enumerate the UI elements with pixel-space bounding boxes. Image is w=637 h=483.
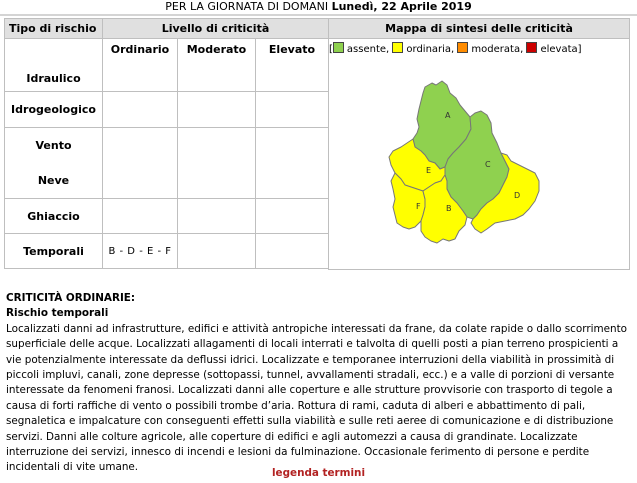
header-prefix: PER LA GIORNATA DI DOMANI bbox=[165, 0, 329, 13]
legend-swatch-elevata bbox=[526, 42, 537, 53]
page-header bbox=[0, 0, 637, 14]
row-label-idraulico-text: Idraulico bbox=[26, 72, 81, 85]
col-header-livello-label: Livello di criticità bbox=[161, 22, 270, 35]
level-ordinario-header bbox=[103, 39, 178, 92]
legend-label-ordinaria: ordinaria, bbox=[406, 44, 455, 55]
section-title: CRITICITÀ ORDINARIE: bbox=[6, 292, 136, 304]
row-label-neve bbox=[5, 163, 103, 199]
umbria-map bbox=[329, 57, 629, 260]
row-label-ghiaccio-text: Ghiaccio bbox=[27, 209, 80, 223]
criticality-table bbox=[4, 18, 630, 270]
vento-neve-ordinario bbox=[103, 128, 178, 199]
row-label-ghiaccio bbox=[5, 199, 103, 234]
map-legend: [ assente, ordinaria, moderata, elevata] bbox=[329, 44, 582, 55]
legend-swatch-assente bbox=[333, 42, 344, 53]
header-date: Lunedì, 22 Aprile 2019 bbox=[331, 0, 472, 13]
row-label-idrogeologico-text: Idrogeologico bbox=[11, 103, 96, 116]
vento-neve-elevato bbox=[256, 128, 329, 199]
zone-e-label: E bbox=[426, 166, 432, 175]
idrogeologico-ordinario bbox=[103, 92, 178, 128]
legend-swatch-moderata bbox=[457, 42, 468, 53]
zone-f-label: F bbox=[416, 202, 421, 211]
legend-label-elevata: elevata bbox=[540, 44, 578, 55]
col-header-tipo-label: Tipo di rischio bbox=[9, 22, 97, 35]
level-ordinario-label: Ordinario bbox=[110, 43, 170, 56]
col-header-mappa-label: Mappa di sintesi delle criticità bbox=[385, 22, 573, 35]
row-label-vento-text: Vento bbox=[35, 138, 72, 152]
ghiaccio-elevato bbox=[256, 199, 329, 234]
row-label-idraulico bbox=[5, 39, 103, 92]
idrogeologico-moderato bbox=[178, 92, 256, 128]
row-label-idrogeologico bbox=[5, 92, 103, 128]
map-cell bbox=[329, 39, 630, 270]
zone-d-label: D bbox=[514, 191, 521, 200]
legend-swatch-ordinaria bbox=[392, 42, 403, 53]
idrogeologico-elevato bbox=[256, 92, 329, 128]
row-label-temporali bbox=[5, 234, 103, 269]
level-elevato-header bbox=[256, 39, 329, 92]
subsection-title: Rischio temporali bbox=[6, 307, 109, 320]
row-label-vento bbox=[5, 128, 103, 163]
zone-a-label: A bbox=[445, 111, 451, 120]
temporali-elevato bbox=[256, 234, 329, 269]
temporali-ordinario: B - D - E - F bbox=[103, 234, 178, 269]
level-moderato-label: Moderato bbox=[186, 43, 247, 56]
legend-label-moderata: moderata, bbox=[471, 44, 524, 55]
criticality-description bbox=[6, 291, 631, 476]
col-header-mappa bbox=[329, 19, 630, 39]
ghiaccio-moderato bbox=[178, 199, 256, 234]
temporali-moderato bbox=[178, 234, 256, 269]
zone-b-label: B bbox=[446, 204, 452, 213]
row-label-neve-text: Neve bbox=[37, 173, 70, 187]
ghiaccio-ordinario bbox=[103, 199, 178, 234]
level-elevato-label: Elevato bbox=[268, 43, 316, 56]
zone-c-label: C bbox=[485, 160, 491, 169]
level-moderato-header bbox=[178, 39, 256, 92]
umbria-map-svg bbox=[329, 57, 629, 257]
col-header-tipo bbox=[5, 19, 103, 39]
legend-label-assente: assente, bbox=[346, 44, 390, 55]
description-body: Localizzati danni ad infrastrutture, edifici e attività antropiche interessati da frane, da colate rapide o dallo scorrimento superficiale delle acque. Localizzati allagamenti di locali interrati e talvolta di quelli posti a pian terreno prospicienti a vie potenzialmente interessate da deflussi idrici. Localizzate e temporanee interruzioni della viabilità in prossimità di piccoli impluvi, canali, zone depresse (sottopassi, tunnel, avvallamenti stradali, ecc.) e a valle di porzioni di versante interessate da fenomeni franosi. Localizzati danni alle coperture e alle strutture provvisorie con trasporto di tegole a causa di forti raffiche di vento o possibili trombe d’aria. Rottura di rami, caduta di alberi e abbattimento di pali, segnaletica e impalcature con conseguenti effetti sulla viabilità e sulle reti aeree di comunicazione e di distribuzione servizi. Danni alle colture agricole, alle coperture di edifici e agli automezzi a causa di grandinate. Localizzate interruzione dei servizi, innesco di incendi e lesioni da fulminazione. Occasionale ferimento di persone e perdite incidentali di vite umane. bbox=[6, 322, 628, 474]
legend-terms-link[interactable]: legenda termini bbox=[271, 467, 366, 479]
col-header-livello bbox=[103, 19, 329, 39]
vento-neve-moderato bbox=[178, 128, 256, 199]
header-divider bbox=[0, 14, 637, 16]
row-label-temporali-text: Temporali bbox=[23, 244, 84, 258]
